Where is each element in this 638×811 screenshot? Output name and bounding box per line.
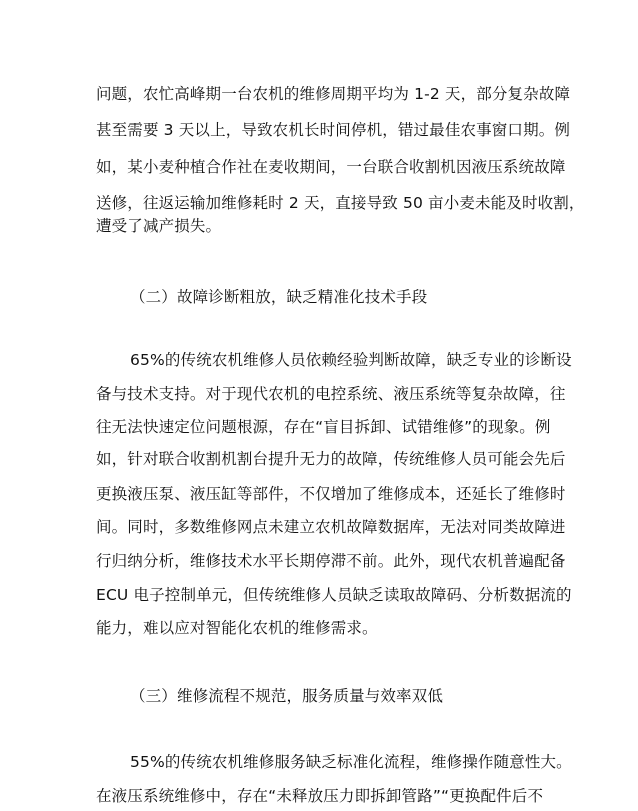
paragraph-line: 如，某小麦种植合作社在麦收期间，一台联合收割机因液压系统故障: [96, 158, 566, 176]
paragraph-line: ECU 电子控制单元，但传统维修人员缺乏读取故障码、分析数据流的: [96, 586, 572, 604]
paragraph-line: 行归纳分析，维修技术水平长期停滞不前。此外，现代农机普遍配备: [96, 552, 566, 570]
paragraph-line: 65%的传统农机维修人员依赖经验判断故障，缺乏专业的诊断设: [130, 351, 572, 369]
paragraph-line: 甚至需要 3 天以上，导致农机长时间停机，错过最佳农事窗口期。例: [96, 121, 571, 139]
paragraph-line: 间。同时，多数维修网点未建立农机故障数据库，无法对同类故障进: [96, 518, 566, 536]
paragraph-line: 55%的传统农机维修服务缺乏标准化流程，维修操作随意性大。: [130, 753, 572, 771]
section-heading-2: （二）故障诊断粗放，缺乏精准化技术手段: [130, 288, 428, 306]
paragraph-line: 问题，农忙高峰期一台农机的维修周期平均为 1-2 天，部分复杂故障: [96, 85, 571, 103]
paragraph-line: 送修，往返运输加维修耗时 2 天，直接导致 50 亩小麦未能及时收割，: [96, 194, 585, 212]
section-heading-3: （三）维修流程不规范，服务质量与效率双低: [130, 687, 444, 705]
paragraph-line: 更换液压泵、液压缸等部件，不仅增加了维修成本，还延长了维修时: [96, 485, 566, 503]
paragraph-line: 往无法快速定位问题根源，存在“盲目拆卸、试错维修”的现象。例: [96, 418, 551, 436]
paragraph-line: 如，针对联合收割机割台提升无力的故障，传统维修人员可能会先后: [96, 450, 566, 468]
paragraph-line: 在液压系统维修中，存在“未释放压力即拆卸管路”“更换配件后不: [96, 787, 544, 805]
paragraph-line: 备与技术支持。对于现代农机的电控系统、液压系统等复杂故障，往: [96, 385, 566, 403]
paragraph-line: 能力，难以应对智能化农机的维修需求。: [96, 619, 378, 637]
paragraph-line: 遭受了减产损失。: [96, 217, 222, 235]
